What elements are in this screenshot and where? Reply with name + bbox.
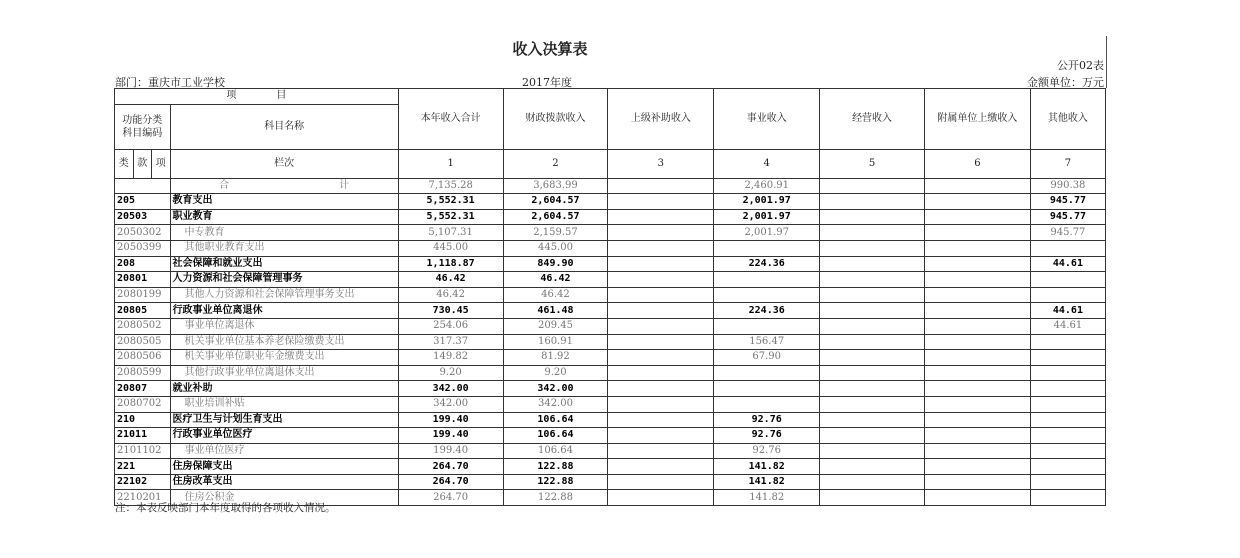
amount-cell	[924, 334, 1030, 350]
amount-cell	[924, 365, 1030, 381]
total-label: 合 计	[170, 178, 398, 194]
amount-cell	[820, 240, 925, 256]
subject-name-cell: 行政事业单位离退休	[170, 303, 398, 319]
amount-cell	[924, 272, 1030, 288]
func-code-cell: 221	[115, 459, 171, 475]
amount-cell: 317.37	[398, 334, 503, 350]
table-row	[115, 272, 1106, 288]
table-row	[115, 428, 1106, 444]
amount-cell	[820, 490, 925, 506]
table-row	[115, 412, 1106, 428]
table-row	[115, 365, 1106, 381]
func-code-cell: 2080502	[115, 318, 171, 334]
total-value: 2,460.91	[714, 178, 820, 194]
amount-cell: 92.76	[714, 428, 820, 444]
amount-cell	[608, 256, 714, 272]
section-header: 款	[133, 149, 152, 178]
amount-cell	[820, 303, 925, 319]
amount-cell	[714, 318, 820, 334]
amount-cell: 264.70	[398, 474, 503, 490]
func-code-header: 功能分类科目编码	[115, 104, 171, 149]
amount-cell	[924, 225, 1030, 241]
func-code-cell: 208	[115, 256, 171, 272]
amount-cell	[714, 396, 820, 412]
amount-cell	[1030, 287, 1105, 303]
amount-cell	[608, 350, 714, 366]
table-row	[115, 334, 1106, 350]
amount-cell: 730.45	[398, 303, 503, 319]
subject-name-cell: 医疗卫生与计划生育支出	[170, 412, 398, 428]
amount-cell	[924, 396, 1030, 412]
amount-cell: 445.00	[398, 240, 503, 256]
amount-cell: 945.77	[1030, 225, 1105, 241]
header-row-item	[115, 89, 1106, 105]
amount-cell: 149.82	[398, 350, 503, 366]
amount-cell	[924, 318, 1030, 334]
amount-cell: 342.00	[398, 381, 503, 397]
amount-cell	[608, 396, 714, 412]
total-value: 990.38	[1030, 178, 1105, 194]
form-code: 公开02表	[1057, 59, 1104, 72]
func-code-cell: 2080702	[115, 396, 171, 412]
unit-label: 金额单位：万元	[1027, 76, 1104, 89]
col-no-2: 2	[503, 149, 608, 178]
amount-cell	[820, 209, 925, 225]
col-no-label: 栏次	[170, 149, 398, 178]
table-row	[115, 396, 1106, 412]
amount-cell	[820, 459, 925, 475]
amount-cell: 224.36	[714, 256, 820, 272]
table-row	[115, 474, 1106, 490]
amount-cell: 67.90	[714, 350, 820, 366]
amount-cell	[924, 194, 1030, 210]
amount-cell	[1030, 350, 1105, 366]
amount-cell: 5,552.31	[398, 209, 503, 225]
func-code-cell: 20807	[115, 381, 171, 397]
amount-cell: 199.40	[398, 443, 503, 459]
amount-cell: 224.36	[714, 303, 820, 319]
amount-cell	[820, 225, 925, 241]
amount-cell	[820, 381, 925, 397]
total-value	[820, 178, 925, 194]
amount-cell	[820, 412, 925, 428]
item-short-header: 项	[152, 149, 171, 178]
amount-cell	[820, 256, 925, 272]
amount-cell: 209.45	[503, 318, 608, 334]
item-header: 项 目	[115, 89, 399, 105]
amount-cell	[924, 459, 1030, 475]
col-no-6: 6	[924, 149, 1030, 178]
amount-cell	[608, 443, 714, 459]
amount-cell	[820, 350, 925, 366]
amount-cell	[1030, 459, 1105, 475]
amount-cell: 160.91	[503, 334, 608, 350]
amount-cell: 46.42	[398, 272, 503, 288]
amount-cell: 5,552.31	[398, 194, 503, 210]
amount-cell	[924, 240, 1030, 256]
amount-cell	[1030, 272, 1105, 288]
func-code-cell: 20503	[115, 209, 171, 225]
year-label: 2017年度	[522, 76, 572, 89]
amount-cell: 342.00	[503, 381, 608, 397]
amount-cell	[924, 412, 1030, 428]
amount-cell: 156.47	[714, 334, 820, 350]
amount-cell	[820, 428, 925, 444]
amount-cell: 106.64	[503, 412, 608, 428]
amount-cell	[608, 459, 714, 475]
amount-cell: 106.64	[503, 428, 608, 444]
amount-cell: 141.82	[714, 490, 820, 506]
func-code-cell: 2080199	[115, 287, 171, 303]
table-row	[115, 303, 1106, 319]
right-border-line	[1106, 36, 1107, 88]
subject-name-cell: 机关事业单位基本养老保险缴费支出	[170, 334, 398, 350]
amount-cell	[608, 209, 714, 225]
col-header-1: 本年收入合计	[398, 89, 503, 150]
page-title: 收入决算表	[512, 40, 588, 58]
amount-cell	[1030, 334, 1105, 350]
amount-cell: 141.82	[714, 459, 820, 475]
amount-cell	[820, 318, 925, 334]
department-label: 部门：重庆市工业学校	[115, 76, 225, 89]
amount-cell: 445.00	[503, 240, 608, 256]
subject-name-cell: 住房改革支出	[170, 474, 398, 490]
amount-cell: 9.20	[503, 365, 608, 381]
amount-cell: 849.90	[503, 256, 608, 272]
amount-cell	[820, 365, 925, 381]
table-row	[115, 209, 1106, 225]
table-row	[115, 240, 1106, 256]
amount-cell: 199.40	[398, 412, 503, 428]
amount-cell	[820, 443, 925, 459]
income-table	[114, 88, 1106, 506]
subject-name-cell: 职业培训补贴	[170, 396, 398, 412]
amount-cell: 264.70	[398, 459, 503, 475]
amount-cell	[608, 365, 714, 381]
amount-cell: 2,159.57	[503, 225, 608, 241]
amount-cell	[608, 412, 714, 428]
subject-name-cell: 人力资源和社会保障管理事务	[170, 272, 398, 288]
func-code-cell: 2210201	[115, 490, 171, 506]
col-no-5: 5	[820, 149, 925, 178]
amount-cell	[608, 194, 714, 210]
amount-cell	[924, 474, 1030, 490]
table-row	[115, 318, 1106, 334]
func-code-cell: 2080505	[115, 334, 171, 350]
table-row	[115, 256, 1106, 272]
amount-cell: 254.06	[398, 318, 503, 334]
amount-cell	[714, 272, 820, 288]
amount-cell	[608, 240, 714, 256]
amount-cell	[820, 194, 925, 210]
subject-name-cell: 社会保障和就业支出	[170, 256, 398, 272]
amount-cell	[924, 350, 1030, 366]
subject-name-cell: 其他行政事业单位离退休支出	[170, 365, 398, 381]
amount-cell: 46.42	[503, 287, 608, 303]
col-header-4: 事业收入	[714, 89, 820, 150]
amount-cell: 2,604.57	[503, 194, 608, 210]
table-row	[115, 459, 1106, 475]
amount-cell	[924, 256, 1030, 272]
amount-cell	[1030, 365, 1105, 381]
amount-cell: 1,118.87	[398, 256, 503, 272]
amount-cell	[820, 396, 925, 412]
func-code-cell: 2101102	[115, 443, 171, 459]
total-value: 3,683.99	[503, 178, 608, 194]
amount-cell	[608, 428, 714, 444]
subject-name-cell: 就业补助	[170, 381, 398, 397]
subject-name-header: 科目名称	[170, 104, 398, 149]
func-code-cell: 20801	[115, 272, 171, 288]
amount-cell	[924, 490, 1030, 506]
amount-cell	[820, 272, 925, 288]
amount-cell: 342.00	[503, 396, 608, 412]
amount-cell: 2,001.97	[714, 209, 820, 225]
amount-cell: 44.61	[1030, 303, 1105, 319]
amount-cell	[1030, 428, 1105, 444]
func-code-cell: 22102	[115, 474, 171, 490]
amount-cell	[924, 428, 1030, 444]
amount-cell: 2,604.57	[503, 209, 608, 225]
amount-cell	[924, 381, 1030, 397]
func-code-cell: 205	[115, 194, 171, 210]
table-row	[115, 350, 1106, 366]
amount-cell	[1030, 443, 1105, 459]
subject-name-cell: 其他职业教育支出	[170, 240, 398, 256]
func-code-cell: 210	[115, 412, 171, 428]
amount-cell	[608, 272, 714, 288]
subject-name-cell: 机关事业单位职业年金缴费支出	[170, 350, 398, 366]
amount-cell	[1030, 240, 1105, 256]
amount-cell	[608, 318, 714, 334]
amount-cell: 2,001.97	[714, 225, 820, 241]
amount-cell: 122.88	[503, 474, 608, 490]
func-code-cell: 2080599	[115, 365, 171, 381]
amount-cell: 44.61	[1030, 256, 1105, 272]
amount-cell	[1030, 396, 1105, 412]
total-row	[115, 178, 1106, 194]
amount-cell: 5,107.31	[398, 225, 503, 241]
amount-cell	[608, 381, 714, 397]
table-row	[115, 381, 1106, 397]
subject-name-cell: 教育支出	[170, 194, 398, 210]
amount-cell	[820, 474, 925, 490]
amount-cell: 122.88	[503, 459, 608, 475]
subject-name-cell: 中专教育	[170, 225, 398, 241]
class-header: 类	[115, 149, 134, 178]
subject-name-cell: 住房保障支出	[170, 459, 398, 475]
total-value	[608, 178, 714, 194]
col-header-5: 经营收入	[820, 89, 925, 150]
col-header-2: 财政拨款收入	[503, 89, 608, 150]
amount-cell	[714, 240, 820, 256]
func-code-cell: 2050302	[115, 225, 171, 241]
amount-cell	[1030, 381, 1105, 397]
amount-cell: 106.64	[503, 443, 608, 459]
amount-cell: 199.40	[398, 428, 503, 444]
amount-cell	[1030, 490, 1105, 506]
footnote: 注：本表反映部门本年度取得的各项收入情况。	[115, 502, 336, 514]
amount-cell: 945.77	[1030, 209, 1105, 225]
amount-cell	[924, 443, 1030, 459]
func-code-cell: 21011	[115, 428, 171, 444]
amount-cell	[714, 381, 820, 397]
amount-cell: 92.76	[714, 412, 820, 428]
amount-cell: 2,001.97	[714, 194, 820, 210]
table-row	[115, 287, 1106, 303]
amount-cell	[714, 287, 820, 303]
amount-cell	[924, 287, 1030, 303]
amount-cell: 46.42	[398, 287, 503, 303]
func-code-cell: 2080506	[115, 350, 171, 366]
func-code-cell: 2050399	[115, 240, 171, 256]
subject-name-cell: 事业单位离退休	[170, 318, 398, 334]
amount-cell	[820, 287, 925, 303]
amount-cell: 945.77	[1030, 194, 1105, 210]
subject-name-cell: 住房公积金	[170, 490, 398, 506]
amount-cell	[1030, 412, 1105, 428]
amount-cell	[608, 303, 714, 319]
amount-cell: 44.61	[1030, 318, 1105, 334]
subject-name-cell: 事业单位医疗	[170, 443, 398, 459]
table-row	[115, 194, 1106, 210]
amount-cell	[924, 303, 1030, 319]
col-no-1: 1	[398, 149, 503, 178]
amount-cell	[608, 225, 714, 241]
amount-cell: 46.42	[503, 272, 608, 288]
amount-cell: 342.00	[398, 396, 503, 412]
amount-cell	[608, 474, 714, 490]
amount-cell: 122.88	[503, 490, 608, 506]
col-header-7: 其他收入	[1030, 89, 1105, 150]
amount-cell	[714, 365, 820, 381]
amount-cell: 141.82	[714, 474, 820, 490]
table-row	[115, 225, 1106, 241]
amount-cell	[924, 209, 1030, 225]
amount-cell: 461.48	[503, 303, 608, 319]
amount-cell	[820, 334, 925, 350]
amount-cell	[608, 287, 714, 303]
subject-name-cell: 职业教育	[170, 209, 398, 225]
total-value: 7,135.28	[398, 178, 503, 194]
amount-cell	[608, 490, 714, 506]
col-header-3: 上级补助收入	[608, 89, 714, 150]
total-value	[924, 178, 1030, 194]
table-row	[115, 443, 1106, 459]
col-number-row	[115, 149, 1106, 178]
amount-cell: 264.70	[398, 490, 503, 506]
func-code-cell: 20805	[115, 303, 171, 319]
col-header-6: 附属单位上缴收入	[924, 89, 1030, 150]
col-no-3: 3	[608, 149, 714, 178]
amount-cell: 92.76	[714, 443, 820, 459]
amount-cell: 9.20	[398, 365, 503, 381]
amount-cell	[1030, 474, 1105, 490]
col-no-7: 7	[1030, 149, 1105, 178]
subject-name-cell: 行政事业单位医疗	[170, 428, 398, 444]
amount-cell: 81.92	[503, 350, 608, 366]
amount-cell	[608, 334, 714, 350]
col-no-4: 4	[714, 149, 820, 178]
subject-name-cell: 其他人力资源和社会保障管理事务支出	[170, 287, 398, 303]
